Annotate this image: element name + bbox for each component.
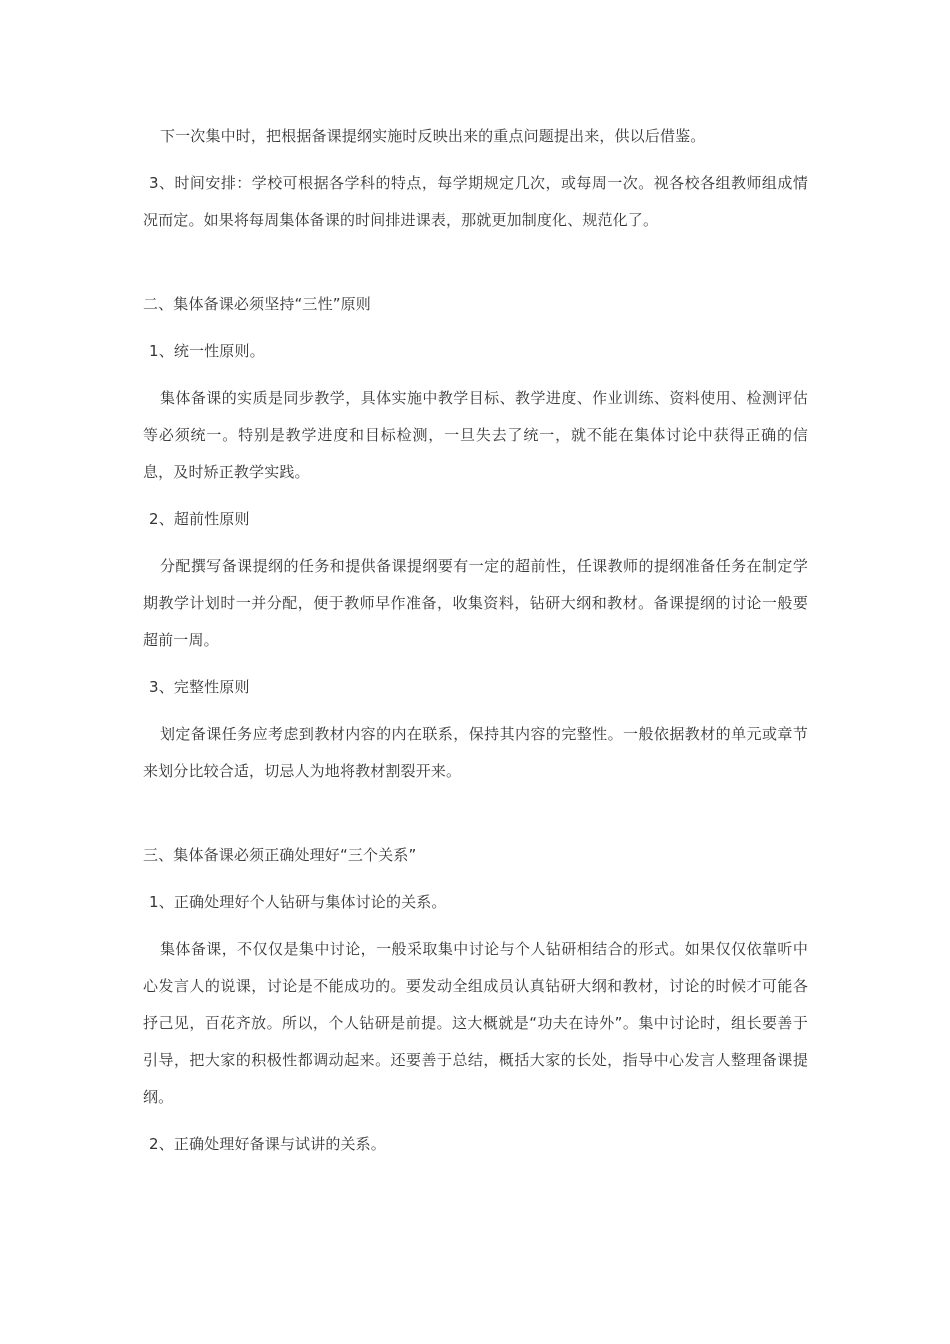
section-heading-three-relations: 三、集体备课必须正确处理好“三个关系” — [143, 846, 417, 864]
section-heading-three-principles: 二、集体备课必须坚持“三性”原则 — [143, 295, 371, 313]
principle-heading-unity: 1、统一性原则。 — [149, 342, 265, 360]
relation-heading-individual-collective: 1、正确处理好个人钻研与集体讨论的关系。 — [149, 893, 447, 911]
principle-heading-advance: 2、超前性原则 — [149, 510, 250, 528]
principle-heading-completeness: 3、完整性原则 — [149, 678, 250, 696]
paragraph-unity: 集体备课的实质是同步教学，具体实施中教学目标、教学进度、作业训练、资料使用、检测评估等必须统一。特别是教学进度和目标检测，一旦失去了统一，就不能在集体讨论中获得正确的信息，及时矫正教学实践。 — [143, 389, 808, 481]
paragraph-individual-collective: 集体备课，不仅仅是集中讨论，一般采取集中讨论与个人钻研相结合的形式。如果仅仅依靠听中心发言人的说课，讨论是不能成功的。要发动全组成员认真钻研大纲和教材，讨论的时候才可能各抒己见，百花齐放。所以，个人钻研是前提。这大概就是“功夫在诗外”。集中讨论时，组长要善于引导，把大家的积极性都调动起来。还要善于总结，概括大家的长处，指导中心发言人整理备课提纲。 — [143, 940, 808, 1106]
relation-heading-prep-trial: 2、正确处理好备课与试讲的关系。 — [149, 1135, 386, 1153]
paragraph-completeness: 划定备课任务应考虑到教材内容的内在联系，保持其内容的完整性。一般依据教材的单元或章节来划分比较合适，切忌人为地将教材割裂开来。 — [143, 725, 808, 780]
paragraph-advance: 分配撰写备课提纲的任务和提供备课提纲要有一定的超前性，任课教师的提纲准备任务在制定学期教学计划时一并分配，便于教师早作准备，收集资料，钻研大纲和教材。备课提纲的讨论一般要超前一周。 — [143, 557, 808, 649]
paragraph-time-arrangement: 3、时间安排：学校可根据各学科的特点，每学期规定几次，或每周一次。视各校各组教师组成情况而定。如果将每周集体备课的时间排进课表，那就更加制度化、规范化了。 — [143, 174, 808, 229]
document-body — [143, 118, 808, 1163]
paragraph-feedback: 下一次集中时，把根据备课提纲实施时反映出来的重点问题提出来，供以后借鉴。 — [160, 127, 706, 145]
